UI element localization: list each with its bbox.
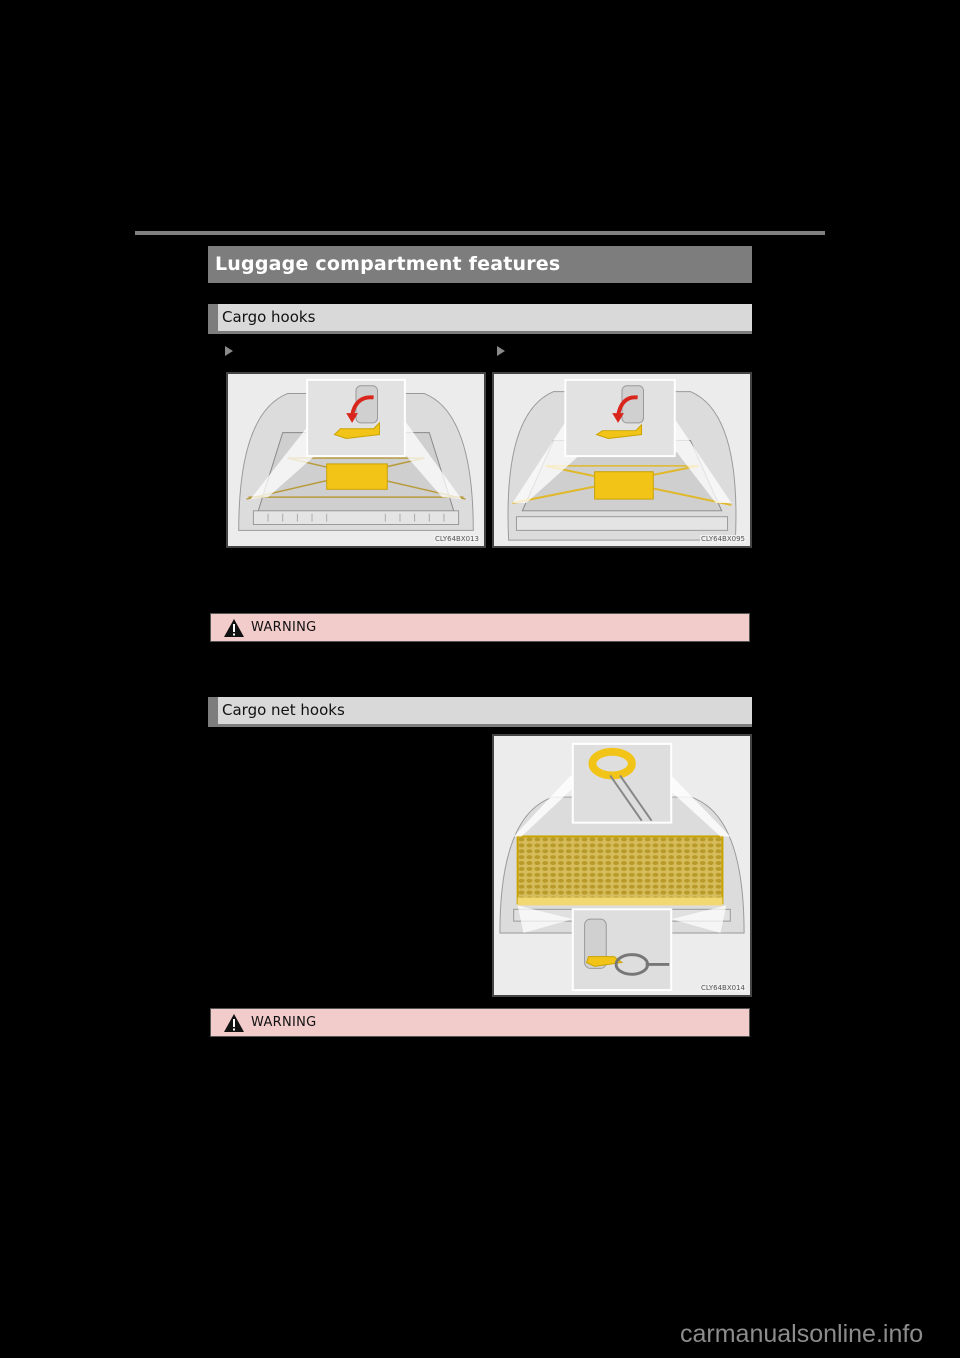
figure-code: CLY64BX013 (435, 535, 479, 543)
warning-label: WARNING (251, 1015, 317, 1030)
cargo-hooks-warning (210, 613, 750, 642)
figure-code: CLY64BX095 (701, 535, 745, 543)
warning-triangle-icon (223, 1013, 245, 1033)
section-title: Luggage compartment features (208, 246, 752, 283)
bullet-arrow-icon (497, 346, 505, 356)
cargo-hooks-heading: Cargo hooks (208, 304, 752, 334)
luggage-compartment-illustration (494, 374, 750, 546)
luggage-compartment-illustration (228, 374, 484, 546)
cargo-hooks-figure-2 (492, 372, 752, 548)
top-divider (135, 231, 825, 235)
site-watermark: carmanualsonline.info (680, 1320, 924, 1348)
bullet-arrow-icon (225, 346, 233, 356)
cargo-net-hooks-heading: Cargo net hooks (208, 697, 752, 727)
cargo-net-hooks-warning (210, 1008, 750, 1037)
figure-code: CLY64BX014 (701, 984, 745, 992)
cargo-hooks-figure-1 (226, 372, 486, 548)
cargo-net-illustration (494, 736, 750, 995)
cargo-net-hooks-figure (492, 734, 752, 997)
warning-triangle-icon (223, 618, 245, 638)
warning-label: WARNING (251, 620, 317, 635)
